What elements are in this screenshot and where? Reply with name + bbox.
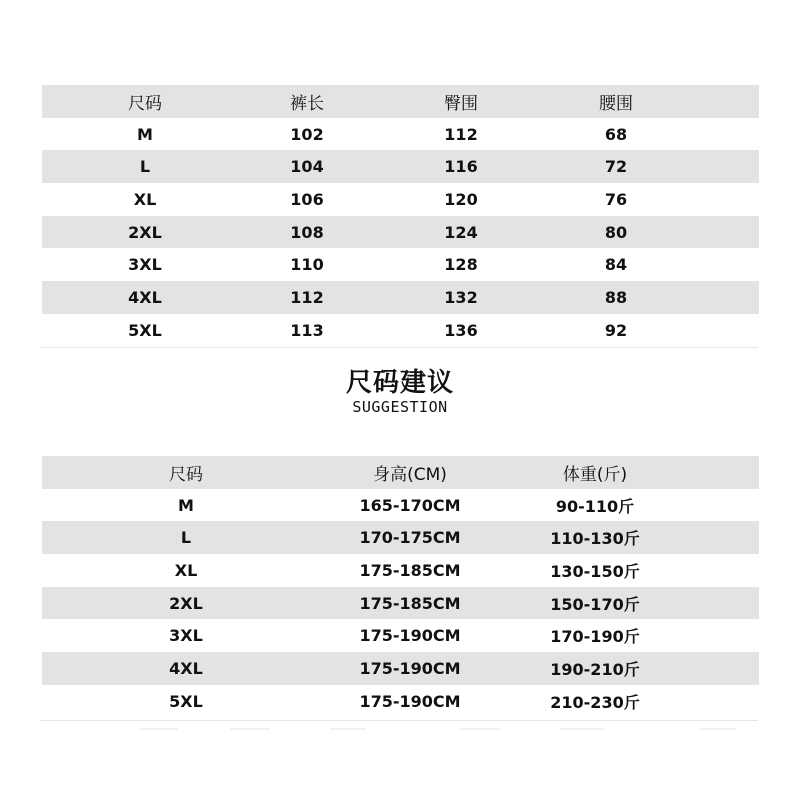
table-row	[42, 521, 759, 554]
table-row	[42, 216, 759, 249]
cell-pants-length: 108	[290, 222, 324, 242]
cell-pants-length: 102	[290, 124, 324, 144]
cell-waist: 92	[604, 320, 628, 340]
header-hip: 臀围	[444, 93, 478, 114]
cell-pants-length: 112	[290, 287, 324, 307]
table-row	[42, 587, 759, 620]
table-row	[42, 150, 759, 183]
header-waist: 腰围	[599, 93, 633, 114]
cell-height: 175-185CM	[359, 593, 461, 613]
divider	[40, 720, 758, 721]
table-row	[42, 248, 759, 281]
header-weight: 体重(斤)	[562, 464, 628, 485]
cell-size: 4XL	[169, 658, 203, 678]
table-row	[42, 652, 759, 685]
table-row	[42, 314, 759, 347]
table-row	[42, 118, 759, 151]
cell-size: XL	[133, 189, 157, 209]
cell-hip: 132	[444, 287, 478, 307]
cell-size: L	[139, 157, 151, 177]
cell-size: 5XL	[128, 320, 162, 340]
cell-size: 4XL	[128, 287, 162, 307]
cell-weight: 170-190斤	[550, 627, 640, 647]
table-row	[42, 489, 759, 522]
cell-size: M	[137, 124, 153, 144]
cell-hip: 120	[444, 189, 478, 209]
dash	[330, 728, 366, 730]
cell-height: 170-175CM	[359, 528, 461, 548]
section-subtitle: SUGGESTION	[352, 398, 448, 416]
header-height: 身高(CM)	[373, 464, 447, 485]
cell-waist: 84	[604, 255, 628, 275]
dash	[460, 728, 500, 730]
cell-waist: 76	[604, 189, 628, 209]
table-row	[42, 554, 759, 587]
cell-weight: 210-230斤	[550, 692, 640, 712]
header-pants-length: 裤长	[290, 93, 324, 114]
cell-waist: 88	[604, 287, 628, 307]
cell-size: M	[178, 495, 194, 515]
cell-waist: 80	[604, 222, 628, 242]
cell-size: L	[180, 528, 192, 548]
cell-weight: 190-210斤	[550, 659, 640, 679]
cell-weight: 90-110斤	[555, 496, 635, 516]
cell-waist: 68	[604, 124, 628, 144]
table-row	[42, 619, 759, 652]
cell-hip: 136	[444, 320, 478, 340]
cell-weight: 110-130斤	[550, 529, 640, 549]
cell-height: 175-190CM	[359, 626, 461, 646]
cell-pants-length: 104	[290, 157, 324, 177]
header-size: 尺码	[128, 93, 162, 114]
table-row	[42, 183, 759, 216]
cell-height: 175-190CM	[359, 691, 461, 711]
size-table	[42, 85, 759, 347]
cell-hip: 128	[444, 255, 478, 275]
cell-pants-length: 113	[290, 320, 324, 340]
cell-hip: 116	[444, 157, 478, 177]
cell-weight: 130-150斤	[550, 561, 640, 581]
decorative-dashes	[0, 728, 800, 734]
cell-size: 5XL	[169, 691, 203, 711]
table-row	[42, 685, 759, 718]
cell-pants-length: 110	[290, 255, 324, 275]
suggestion-table-header	[42, 456, 759, 489]
divider	[40, 347, 758, 348]
dash	[230, 728, 270, 730]
table-row	[42, 281, 759, 314]
dash	[140, 728, 178, 730]
cell-pants-length: 106	[290, 189, 324, 209]
cell-hip: 124	[444, 222, 478, 242]
cell-size: 2XL	[128, 222, 162, 242]
cell-height: 165-170CM	[359, 495, 461, 515]
suggestion-table	[42, 456, 759, 718]
header-size: 尺码	[169, 464, 203, 485]
section-title: 尺码建议	[345, 368, 454, 398]
cell-size: 2XL	[169, 593, 203, 613]
cell-weight: 150-170斤	[550, 594, 640, 614]
dash	[560, 728, 604, 730]
cell-size: 3XL	[169, 626, 203, 646]
cell-size: 3XL	[128, 255, 162, 275]
dash	[700, 728, 736, 730]
cell-waist: 72	[604, 157, 628, 177]
cell-height: 175-190CM	[359, 658, 461, 678]
cell-size: XL	[174, 560, 198, 580]
size-table-header	[42, 85, 759, 118]
cell-height: 175-185CM	[359, 560, 461, 580]
cell-hip: 112	[444, 124, 478, 144]
